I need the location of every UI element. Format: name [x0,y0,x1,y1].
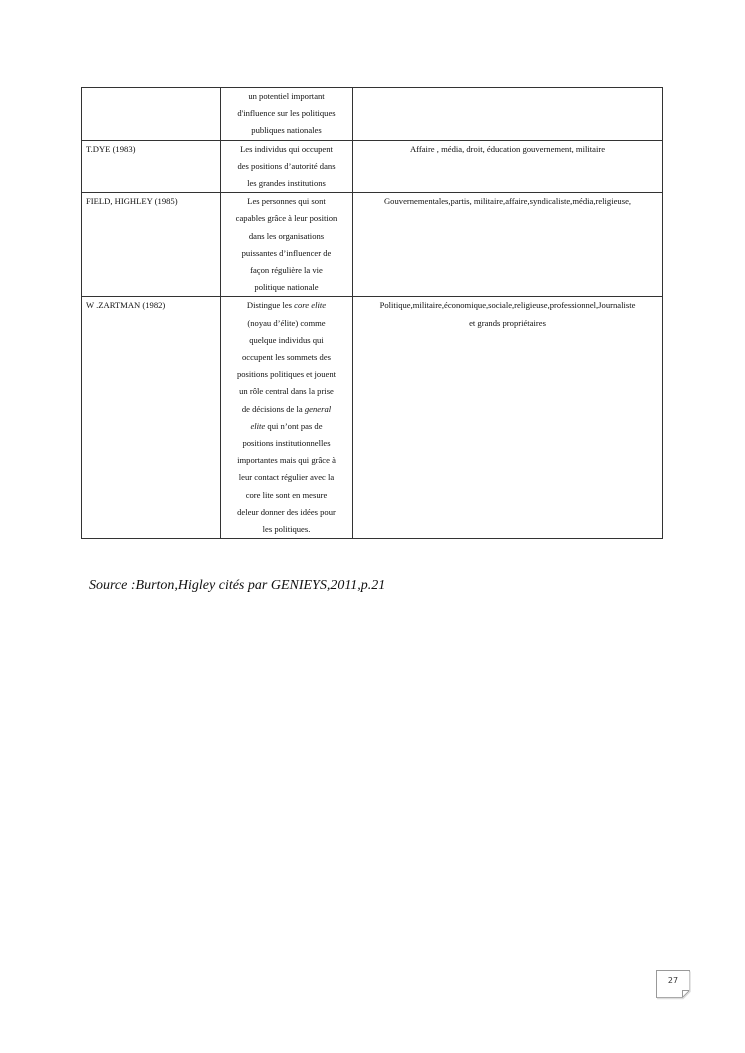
definition-line: (noyau d’élite) comme [247,317,326,328]
definition-term: general [304,403,332,414]
definition-term: core elite [294,300,327,311]
definition-line [224,418,349,435]
definition-line: les politiques. [262,524,311,535]
definition-cell [221,193,353,297]
page-number: 27 [667,976,679,985]
definition-text: qui n’ont pas de [265,420,323,431]
table-row [82,297,663,539]
table-body [82,88,663,539]
sectors-line: Politique,militaire,économique,sociale,religieuse,professionnel,Journaliste [379,300,636,311]
definition-line: façon régulière la vie [250,265,323,276]
definition-line: Les personnes qui sont [247,196,326,207]
definition-line: un rôle central dans la prise [239,386,334,397]
definition-line: un potentiel important [248,91,325,101]
sectors-cell [353,140,663,193]
sectors-line: Affaire , média, droit, éducation gouvernement, militaire [409,143,606,154]
definition-line: les grandes institutions [247,178,326,189]
table-row [82,140,663,193]
page-number-badge [656,970,692,998]
definition-line: positions politiques et jouent [236,369,337,380]
sectors-cell [353,193,663,297]
definition-text: Distingue les [246,300,295,311]
elite-definitions-table [81,87,663,539]
author-cell: FIELD, HIGHLEY (1985) [82,193,221,297]
table-row [82,88,663,141]
definition-line: capables grâce à leur position [235,213,338,224]
definition-line: politique nationale [254,282,319,293]
folded-corner-icon [656,970,694,1000]
sectors-line: Gouvernementales,partis, militaire,affaire,syndicaliste,média,religieuse, [383,196,632,207]
definition-line: leur contact régulier avec la [238,472,335,483]
definition-line: quelque individus qui [249,334,324,345]
sectors-cell [353,88,663,141]
definition-line: occupent les sommets des [241,352,332,363]
definition-line: importantes mais qui grâce à [237,455,336,466]
definition-line: publiques nationales [251,125,322,136]
author-cell: T.DYE (1983) [82,140,221,193]
definition-line: core lite sont en mesure [245,489,328,500]
definition-line [224,401,349,418]
definition-line: Les individus qui occupent [240,143,333,154]
definition-line: positions institutionnelles [242,438,331,449]
definition-line: deleur donner des idées pour [237,506,336,517]
table-row [82,193,663,297]
definition-line: dans les organisations [248,230,325,241]
definition-cell [221,297,353,539]
sectors-line: et grands propriétaires [469,317,546,328]
sectors-cell [353,297,663,539]
definition-cell [221,88,353,141]
definition-cell [221,140,353,193]
source-citation: Source :Burton,Higley cités par GENIEYS,2011,p.21 [89,578,386,593]
definition-term: elite [250,420,266,431]
definition-line: d'influence sur les politiques [237,108,336,119]
definition-line: puissantes d’influencer de [241,247,332,258]
definition-line [224,297,349,314]
author-cell [82,88,221,141]
author-cell: W .ZARTMAN (1982) [82,297,221,539]
definition-text: de décisions de la [241,403,305,414]
definition-line: des positions d’autorité dans [237,160,336,171]
